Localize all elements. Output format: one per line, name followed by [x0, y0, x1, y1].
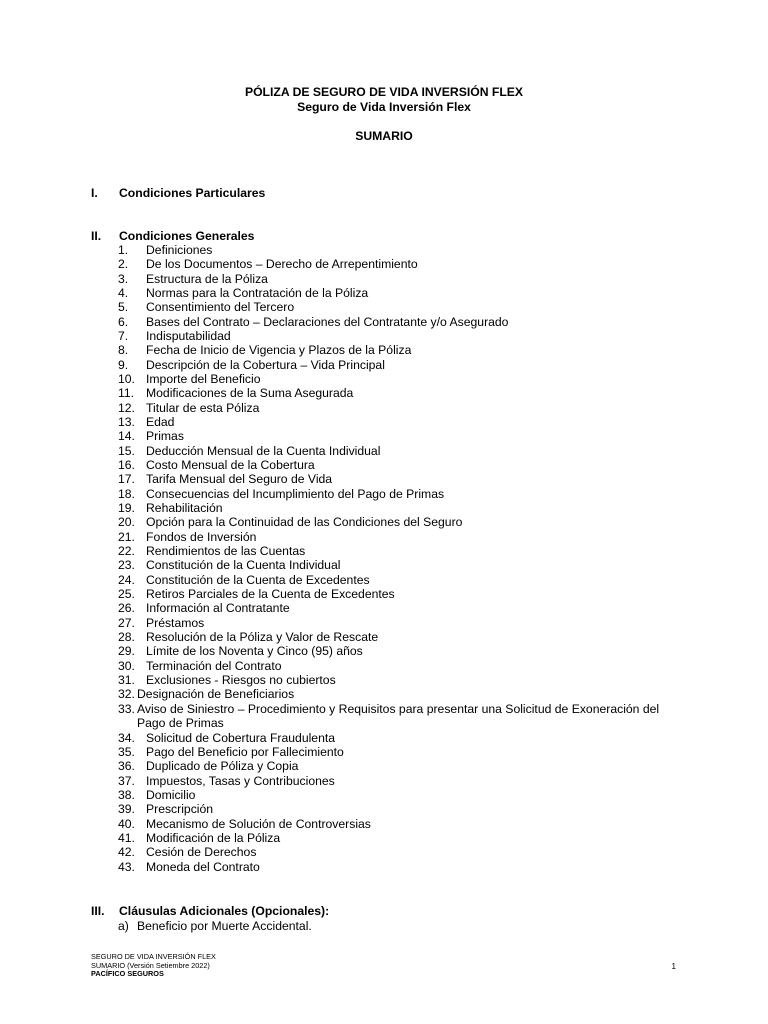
- footer-company: PACÍFICO SEGUROS: [91, 969, 164, 979]
- summary-heading: SUMARIO: [355, 129, 413, 143]
- list-item: [118, 372, 688, 386]
- list-item-number: 24.: [118, 572, 135, 587]
- list-item: [118, 573, 688, 587]
- list-item-text: Tarifa Mensual del Seguro de Vida: [146, 472, 333, 487]
- list-item-number: 5.: [118, 300, 129, 315]
- list-item: [118, 702, 688, 731]
- list-item-number: 7.: [118, 328, 129, 343]
- list-item-number: 4.: [118, 285, 129, 300]
- list-item-number: 6.: [118, 314, 129, 329]
- list-item: [118, 788, 688, 802]
- list-item-text: Normas para la Contratación de la Póliza: [146, 285, 369, 300]
- list-item-text: Importe del Beneficio: [146, 371, 261, 386]
- list-item: [118, 817, 688, 831]
- list-item: [118, 243, 688, 257]
- list-item: [118, 616, 688, 630]
- list-item-text: Costo Mensual de la Cobertura: [146, 457, 315, 472]
- list-item-text: Constitución de la Cuenta de Excedentes: [146, 572, 370, 587]
- list-item: [118, 530, 688, 544]
- list-item-text: Terminación del Contrato: [146, 658, 282, 673]
- list-item-number: 19.: [118, 500, 135, 515]
- list-item-number: 12.: [118, 400, 135, 415]
- list-item: [118, 515, 688, 529]
- list-item: [118, 673, 688, 687]
- page-footer: [91, 953, 216, 979]
- page-number: 1: [671, 962, 676, 971]
- list-item: [118, 630, 688, 644]
- list-item-text: Consecuencias del Incumplimiento del Pago de Primas: [146, 486, 445, 501]
- list-item-number: 34.: [118, 730, 135, 745]
- list-item-number: 3.: [118, 271, 129, 286]
- list-item-text: Designación de Beneficiarios: [137, 687, 295, 702]
- section-label: Condiciones Particulares: [119, 186, 266, 200]
- list-item-number: a): [118, 919, 129, 933]
- list-item-text: Modificación de la Póliza: [146, 830, 281, 845]
- list-item-text: Fondos de Inversión: [146, 529, 257, 544]
- list-item-text: Préstamos: [146, 615, 205, 630]
- list-item-number: 13.: [118, 414, 135, 429]
- list-item: [118, 687, 688, 701]
- list-item: [118, 429, 688, 443]
- list-item: [118, 644, 688, 658]
- list-item-number: 25.: [118, 586, 135, 601]
- list-item: [118, 286, 688, 300]
- list-item-number: 20.: [118, 515, 135, 530]
- list-item-text: Titular de esta Póliza: [146, 400, 260, 415]
- list-item-number: 36.: [118, 759, 135, 774]
- list-item-text: Beneficio por Muerte Accidental.: [137, 919, 312, 933]
- list-item-text: Cesión de Derechos: [146, 845, 257, 860]
- list-item-text: Resolución de la Póliza y Valor de Rescate: [146, 629, 379, 644]
- list-item: [118, 472, 688, 486]
- list-item-number: 29.: [118, 644, 135, 659]
- list-item-number: 30.: [118, 658, 135, 673]
- footer-version: SUMARIO (Versión Setiembre 2022): [91, 960, 210, 970]
- list-item-text: Exclusiones - Riesgos no cubiertos: [146, 672, 336, 687]
- list-item-number: 18.: [118, 486, 135, 501]
- general-conditions-list: [118, 243, 688, 874]
- document-title: PÓLIZA DE SEGURO DE VIDA INVERSIÓN FLEX: [244, 85, 524, 99]
- section-particular-conditions: [91, 186, 265, 200]
- list-item-number: 23.: [118, 558, 135, 573]
- list-item-number: 41.: [118, 830, 135, 845]
- list-item-number: 39.: [118, 802, 135, 817]
- list-item-number: 37.: [118, 773, 135, 788]
- list-item: [118, 501, 688, 515]
- list-item-text: Pago del Beneficio por Fallecimiento: [146, 745, 344, 760]
- section-label: Condiciones Generales: [119, 229, 255, 243]
- list-item: [118, 860, 688, 874]
- list-item-number: 14.: [118, 429, 135, 444]
- list-item-number: 2.: [118, 257, 129, 272]
- list-item: [118, 745, 688, 759]
- list-item-text: Bases del Contrato – Declaraciones del Contratante y/o Asegurado: [146, 314, 509, 329]
- list-item-text: Solicitud de Cobertura Fraudulenta: [146, 730, 336, 745]
- list-item-text: Retiros Parciales de la Cuenta de Excedentes: [146, 586, 395, 601]
- list-item-number: 1.: [118, 243, 129, 257]
- list-item-number: 11.: [118, 386, 135, 401]
- list-item-text: Rehabilitación: [146, 500, 223, 515]
- list-item-text: Edad: [146, 414, 175, 429]
- list-item: [118, 444, 688, 458]
- list-item-number: 9.: [118, 357, 129, 372]
- list-item-number: 43.: [118, 859, 135, 874]
- section-number: II.: [91, 229, 102, 243]
- list-item-number: 15.: [118, 443, 135, 458]
- list-item-number: 10.: [118, 371, 135, 386]
- section-number: I.: [91, 186, 98, 200]
- list-item: [118, 845, 688, 859]
- list-item-text: Información al Contratante: [146, 601, 290, 616]
- list-item: [118, 343, 688, 357]
- list-item-text: Moneda del Contrato: [146, 859, 260, 874]
- list-item-text: Aviso de Siniestro – Procedimiento y Requisitos para presentar una Solicitud de Exoneración del Pago de Primas: [137, 701, 660, 731]
- list-item-number: 16.: [118, 457, 135, 472]
- list-item: [118, 731, 688, 745]
- list-item-number: 42.: [118, 845, 135, 860]
- list-item-text: Domicilio: [146, 788, 196, 802]
- list-item-number: 31.: [118, 672, 135, 687]
- list-item: [118, 587, 688, 601]
- list-item: [118, 544, 688, 558]
- list-item-text: Descripción de la Cobertura – Vida Principal: [146, 357, 385, 372]
- list-item: [118, 272, 688, 286]
- list-item-text: Fecha de Inicio de Vigencia y Plazos de la Póliza: [146, 343, 412, 358]
- list-item: [118, 601, 688, 615]
- list-item: [118, 401, 688, 415]
- list-item-number: 27.: [118, 615, 135, 630]
- footer-product: SEGURO DE VIDA INVERSIÓN FLEX: [91, 952, 216, 961]
- section-general-conditions: [91, 229, 254, 243]
- list-item-number: 40.: [118, 816, 135, 831]
- list-item: [118, 329, 688, 343]
- additional-clause-item: [118, 919, 312, 933]
- section-number: III.: [91, 904, 105, 918]
- list-item-text: Impuestos, Tasas y Contribuciones: [146, 773, 335, 788]
- list-item: [118, 358, 688, 372]
- list-item-text: Límite de los Noventa y Cinco (95) años: [146, 644, 363, 659]
- list-item-text: Prescripción: [146, 802, 214, 817]
- list-item-text: Primas: [146, 429, 184, 444]
- list-item-number: 22.: [118, 543, 135, 558]
- list-item-text: Indisputabilidad: [146, 328, 231, 343]
- section-label: Cláusulas Adicionales (Opcionales):: [119, 904, 330, 918]
- list-item-number: 32.: [118, 687, 135, 702]
- list-item: [118, 831, 688, 845]
- list-item-text: Definiciones: [146, 243, 213, 257]
- list-item-text: Opción para la Continuidad de las Condiciones del Seguro: [146, 515, 463, 530]
- document-header: [0, 85, 768, 115]
- list-item-number: 8.: [118, 343, 129, 358]
- list-item: [118, 386, 688, 400]
- list-item: [118, 257, 688, 271]
- list-item: [118, 415, 688, 429]
- list-item-text: Rendimientos de las Cuentas: [146, 543, 306, 558]
- list-item: [118, 558, 688, 572]
- list-item-number: 17.: [118, 472, 135, 487]
- list-item: [118, 774, 688, 788]
- list-item-text: Deducción Mensual de la Cuenta Individual: [146, 443, 381, 458]
- list-item: [118, 315, 688, 329]
- list-item-text: Modificaciones de la Suma Asegurada: [146, 386, 354, 401]
- list-item-text: Mecanismo de Solución de Controversias: [146, 816, 371, 831]
- list-item: [118, 659, 688, 673]
- list-item-number: 21.: [118, 529, 135, 544]
- list-item-number: 26.: [118, 601, 135, 616]
- list-item: [118, 759, 688, 773]
- list-item: [118, 487, 688, 501]
- list-item-number: 35.: [118, 745, 135, 760]
- list-item-number: 38.: [118, 788, 135, 802]
- list-item-text: Duplicado de Póliza y Copia: [146, 759, 299, 774]
- list-item: [118, 458, 688, 472]
- list-item-text: Estructura de la Póliza: [146, 271, 268, 286]
- list-item-number: 28.: [118, 629, 135, 644]
- list-item: [118, 802, 688, 816]
- list-item: [118, 300, 688, 314]
- list-item-text: De los Documentos – Derecho de Arrepentimiento: [146, 257, 418, 272]
- section-additional-clauses: [91, 904, 329, 918]
- list-item-text: Constitución de la Cuenta Individual: [146, 558, 341, 573]
- document-subtitle: Seguro de Vida Inversión Flex: [297, 100, 471, 114]
- list-item-text: Consentimiento del Tercero: [146, 300, 295, 315]
- list-item-number: 33.: [118, 701, 135, 716]
